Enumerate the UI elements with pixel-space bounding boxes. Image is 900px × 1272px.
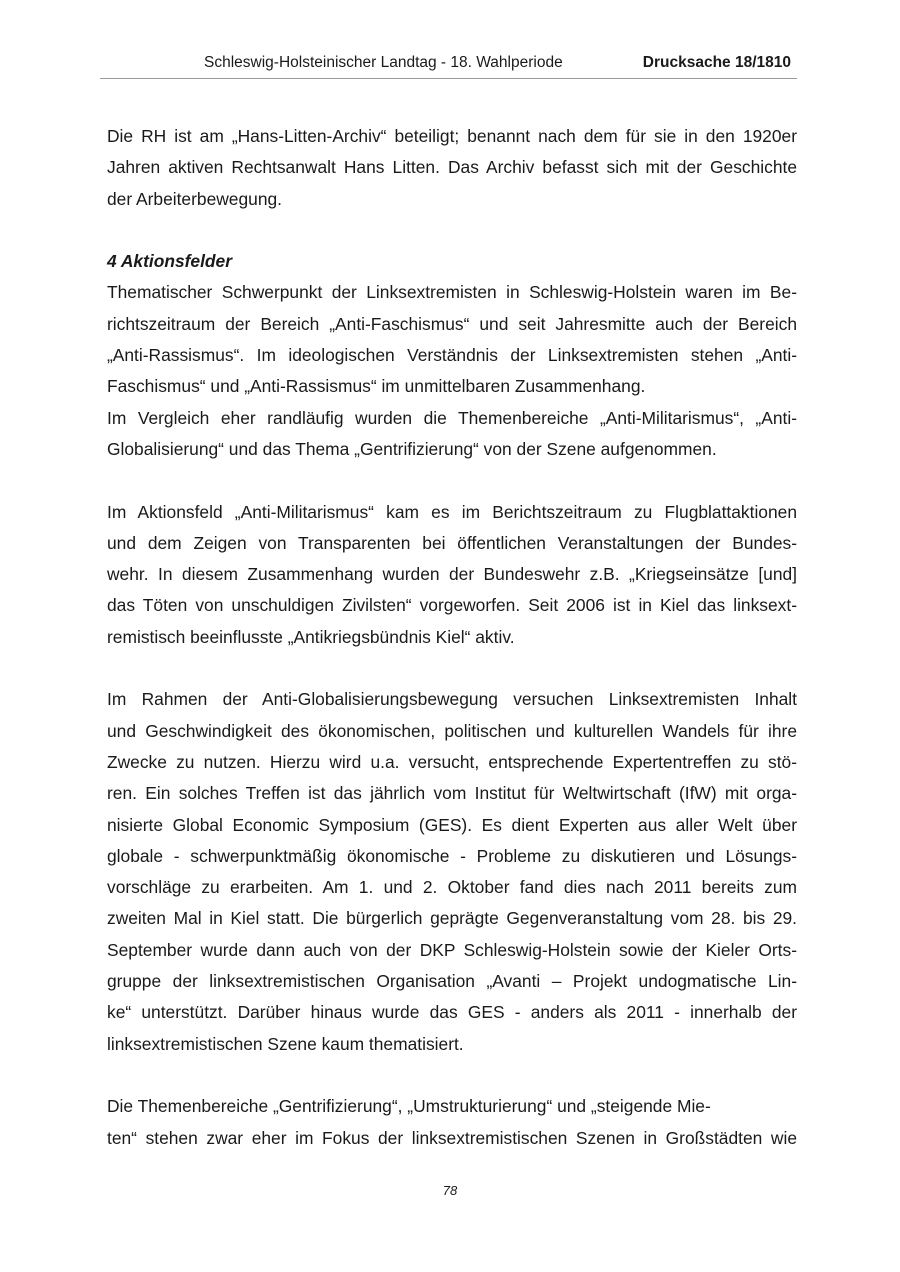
text-line: remistisch beeinflusste „Antikriegsbündnis Kiel“ aktiv.	[107, 626, 515, 647]
text-line: Thematischer Schwerpunkt der Linksextremisten in Schleswig-Holstein waren im Be-	[107, 282, 797, 303]
text-line: und Geschwindigkeit des ökonomischen, politischen und kulturellen Wandels für ihre	[107, 720, 797, 741]
text-line: ke“ unterstützt. Darüber hinaus wurde das GES - anders als 2011 - innerhalb der	[107, 1002, 797, 1023]
text-line: Die Themenbereiche „Gentrifizierung“, „Umstrukturierung“ und „steigende Mie-	[107, 1096, 711, 1117]
blank-line	[107, 653, 797, 684]
text-line: zweiten Mal in Kiel statt. Die bürgerlich geprägte Gegenveranstaltung vom 28. bis 29.	[107, 908, 797, 929]
text-line: das Töten von unschuldigen Zivilsten“ vorgeworfen. Seit 2006 ist in Kiel das linksext-	[107, 595, 797, 616]
document-body	[107, 121, 797, 1154]
text-line: und dem Zeigen von Transparenten bei öffentlichen Veranstaltungen der Bundes-	[107, 532, 797, 553]
text-line: ren. Ein solches Treffen ist das jährlich vom Institut für Weltwirtschaft (IfW) mit orga-	[107, 783, 797, 804]
text-line: Die RH ist am „Hans-Litten-Archiv“ beteiligt; benannt nach dem für sie in den 1920er	[107, 126, 797, 146]
text-line: vorschläge zu erarbeiten. Am 1. und 2. Oktober fand dies nach 2011 bereits zum	[107, 877, 797, 898]
text-line: Im Rahmen der Anti-Globalisierungsbewegung versuchen Linksextremisten Inhalt	[107, 689, 797, 710]
blank-line	[107, 1060, 797, 1091]
section-heading: 4 Aktionsfelder	[107, 251, 232, 272]
text-line: ten“ stehen zwar eher im Fokus der linksextremistischen Szenen in Großstädten wie	[107, 1127, 797, 1148]
page-number: 78	[442, 1183, 458, 1198]
blank-line	[107, 215, 797, 246]
text-line: richtszeitraum der Bereich „Anti-Faschismus“ und seit Jahresmitte auch der Bereich	[107, 313, 797, 334]
text-line: Jahren aktiven Rechtsanwalt Hans Litten. Das Archiv befasst sich mit der Geschichte	[107, 157, 797, 178]
text-line: „Anti-Rassismus“. Im ideologischen Verständnis der Linksextremisten stehen „Anti-	[107, 345, 797, 366]
text-line: wehr. In diesem Zusammenhang wurden der Bundeswehr z.B. „Kriegseinsätze [und]	[107, 564, 797, 585]
text-line: Globalisierung“ und das Thema „Gentrifizierung“ von der Szene aufgenommen.	[107, 438, 717, 459]
text-line: Im Vergleich eher randläufig wurden die Themenbereiche „Anti-Militarismus“, „Anti-	[107, 407, 797, 428]
blank-line	[107, 465, 797, 496]
page-header	[100, 52, 797, 79]
text-line: gruppe der linksextremistischen Organisation „Avanti – Projekt undogmatische Lin-	[107, 971, 797, 992]
text-line: September wurde dann auch von der DKP Schleswig-Holstein sowie der Kieler Orts-	[107, 939, 797, 960]
text-line: der Arbeiterbewegung.	[107, 188, 282, 209]
text-line: linksextremistischen Szene kaum thematisiert.	[107, 1033, 464, 1054]
text-line: globale - schwerpunktmäßig ökonomische - Probleme zu diskutieren und Lösungs-	[107, 845, 797, 866]
text-line: Im Aktionsfeld „Anti-Militarismus“ kam es im Berichtszeitraum zu Flugblattaktionen	[107, 501, 797, 522]
text-line: Zwecke zu nutzen. Hierzu wird u.a. versucht, entsprechende Expertentreffen zu stö-	[107, 751, 797, 772]
text-line: nisierte Global Economic Symposium (GES). Es dient Experten aus aller Welt über	[107, 814, 797, 835]
header-title: Schleswig-Holsteinischer Landtag - 18. Wahlperiode	[204, 54, 563, 71]
header-document-number: Drucksache 18/1810	[642, 54, 791, 71]
text-line: Faschismus“ und „Anti-Rassismus“ im unmittelbaren Zusammenhang.	[107, 376, 646, 397]
